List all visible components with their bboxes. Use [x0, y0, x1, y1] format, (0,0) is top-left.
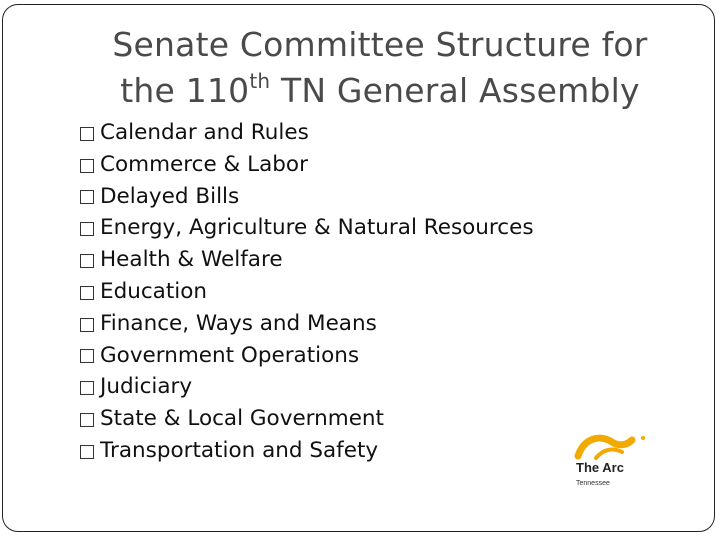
- committee-label: Education: [100, 278, 208, 304]
- title-line-2-suffix: TN General Assembly: [270, 71, 640, 110]
- square-bullet-icon: [80, 413, 94, 427]
- committee-label: Energy, Agriculture & Natural Resources: [100, 215, 534, 241]
- committee-item: [80, 403, 534, 435]
- committee-item: [80, 212, 534, 244]
- logo-wordmark: The Arc: [576, 460, 624, 475]
- arc-dot-shape: [641, 436, 645, 440]
- square-bullet-icon: [80, 445, 94, 459]
- title-line-2-prefix: the 110: [120, 71, 250, 110]
- committee-item: [80, 308, 534, 340]
- square-bullet-icon: [80, 286, 94, 300]
- the-arc-logo: [570, 432, 660, 490]
- title-ordinal-suffix: th: [249, 69, 271, 93]
- committee-label: Government Operations: [100, 342, 360, 368]
- committee-label: Health & Welfare: [100, 247, 283, 273]
- committee-label: Finance, Ways and Means: [100, 310, 377, 336]
- committee-item: [80, 276, 534, 308]
- committee-item: [80, 340, 534, 372]
- square-bullet-icon: [80, 222, 94, 236]
- committee-label: Calendar and Rules: [100, 120, 309, 145]
- title-line-2: [0, 68, 720, 114]
- committee-list: [80, 117, 534, 467]
- square-bullet-icon: [80, 381, 94, 395]
- slide-title: [0, 22, 720, 114]
- square-bullet-icon: [80, 254, 94, 268]
- square-bullet-icon: [80, 190, 94, 204]
- the-arc-logo-mark: [570, 432, 660, 490]
- committee-label: Delayed Bills: [100, 183, 240, 209]
- square-bullet-icon: [80, 127, 94, 141]
- square-bullet-icon: [80, 318, 94, 332]
- committee-label: Transportation and Safety: [100, 437, 379, 463]
- committee-item: [80, 181, 534, 213]
- committee-label: Judiciary: [100, 374, 193, 400]
- committee-label: Commerce & Labor: [100, 151, 308, 177]
- arc-swoosh-shape: [578, 438, 632, 456]
- square-bullet-icon: [80, 349, 94, 363]
- square-bullet-icon: [80, 159, 94, 173]
- committee-label: State & Local Government: [100, 406, 384, 432]
- title-line-1: Senate Committee Structure for: [112, 25, 648, 64]
- arc-swoosh-shape-inner: [596, 450, 622, 458]
- committee-item: [80, 371, 534, 403]
- committee-item: [80, 117, 534, 149]
- committee-item: [80, 149, 534, 181]
- committee-item: [80, 244, 534, 276]
- logo-subtitle: Tennessee: [576, 480, 610, 487]
- committee-item: [80, 435, 534, 467]
